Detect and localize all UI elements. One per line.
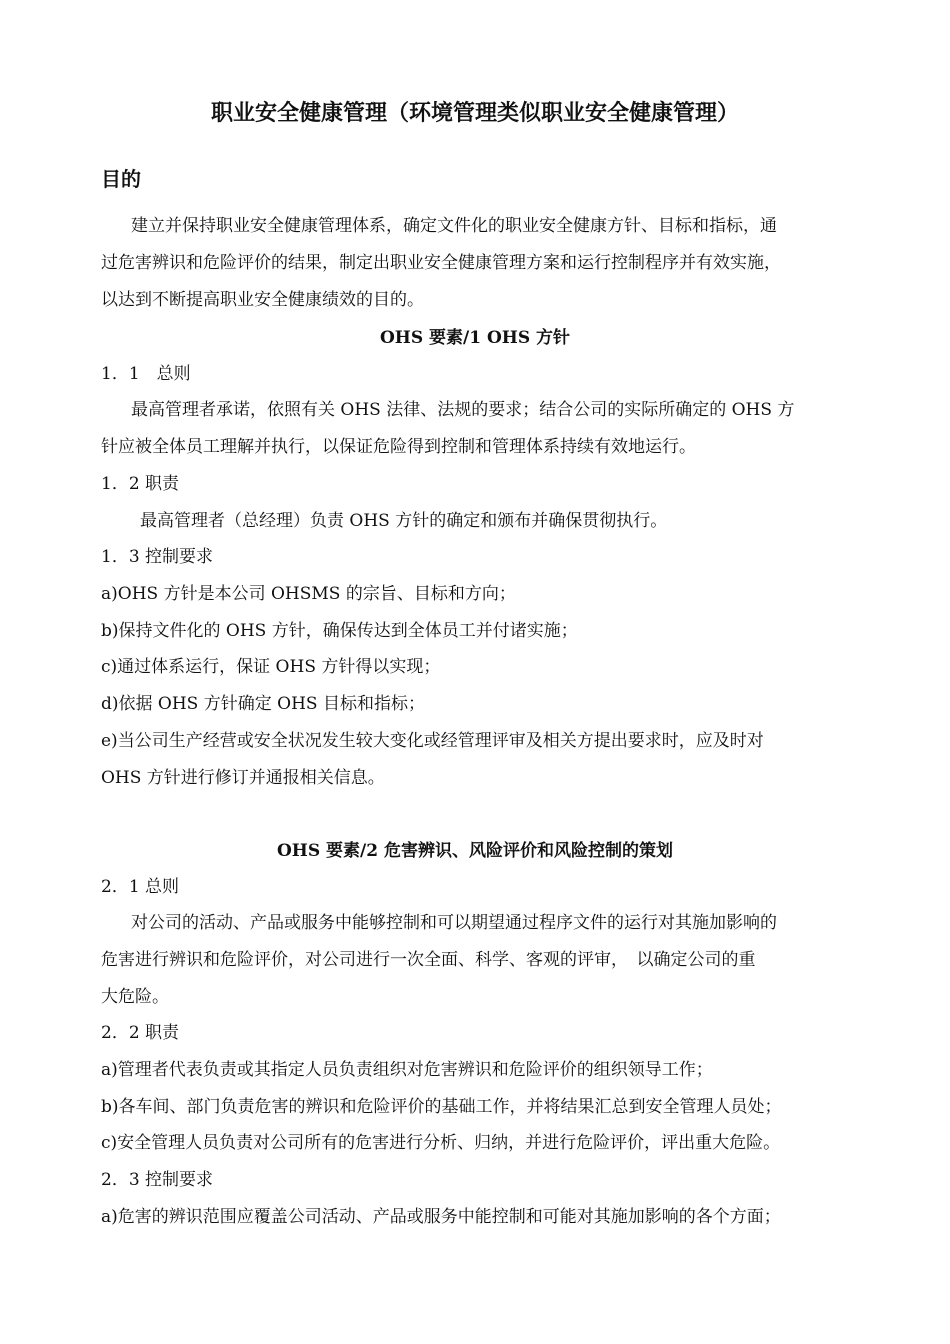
section-2-2-item-b: b)各车间、部门负责危害的辨识和危险评价的基础工作，并将结果汇总到安全管理人员处；: [101, 1097, 782, 1117]
section-1-3-item-c: c)通过体系运行，保证 OHS 方针得以实现；: [101, 657, 441, 677]
section-1-3-title: 1．3 控制要求: [101, 547, 214, 567]
document-title: 职业安全健康管理（环境管理类似职业安全健康管理）: [210, 101, 739, 126]
section-1-1-title: 1．1 总则: [101, 364, 191, 384]
section-2-1-line-2: 危害进行辨识和危险评价，对公司进行一次全面、科学、客观的评审， 以确定公司的重: [101, 950, 756, 970]
section-1-2-title: 1．2 职责: [101, 474, 180, 494]
section-1-2-line: 最高管理者（总经理）负责 OHS 方针的确定和颁布并确保贯彻执行。: [140, 511, 668, 531]
element2-heading: OHS 要素/2 危害辨识、风险评价和风险控制的策划: [276, 841, 674, 861]
section-2-3-item-a: a)危害的辨识范围应覆盖公司活动、产品或服务中能控制和可能对其施加影响的各个方面；: [101, 1207, 781, 1227]
purpose-line-2: 过危害辨识和危险评价的结果，制定出职业安全健康管理方案和运行控制程序并有效实施，: [101, 253, 781, 273]
section-2-1-title: 2．1 总则: [101, 877, 180, 897]
section-2-2-title: 2．2 职责: [101, 1023, 180, 1043]
section-2-1-line-1: 对公司的活动、产品或服务中能够控制和可以期望通过程序文件的运行对其施加影响的: [131, 913, 777, 933]
section-2-3-title: 2．3 控制要求: [101, 1170, 214, 1190]
section-1-3-item-e-cont: OHS 方针进行修订并通报相关信息。: [101, 768, 385, 788]
section-2-2-item-c: c)安全管理人员负责对公司所有的危害进行分析、归纳，并进行危险评价，评出重大危险。: [101, 1133, 781, 1153]
purpose-line-1: 建立并保持职业安全健康管理体系，确定文件化的职业安全健康方针、目标和指标，通: [131, 216, 777, 236]
section-1-3-item-e: e)当公司生产经营或安全状况发生较大变化或经管理评审及相关方提出要求时，应及时对: [101, 731, 764, 751]
element1-heading: OHS 要素/1 OHS 方针: [379, 328, 571, 348]
section-2-1-line-3: 大危险。: [101, 987, 169, 1007]
section-1-3-item-a: a)OHS 方针是本公司 OHSMS 的宗旨、目标和方向；: [101, 584, 516, 604]
section-2-2-item-a: a)管理者代表负责或其指定人员负责组织对危害辨识和危险评价的组织领导工作；: [101, 1060, 713, 1080]
section-1-3-item-b: b)保持文件化的 OHS 方针，确保传达到全体员工并付诸实施；: [101, 621, 578, 641]
section-1-3-item-d: d)依据 OHS 方针确定 OHS 目标和指标；: [101, 694, 425, 714]
section-heading-purpose: 目的: [101, 167, 141, 191]
section-1-1-line-1: 最高管理者承诺，依照有关 OHS 法律、法规的要求；结合公司的实际所确定的 OHS 方: [131, 400, 795, 420]
section-1-1-line-2: 针应被全体员工理解并执行，以保证危险得到控制和管理体系持续有效地运行。: [101, 437, 696, 457]
purpose-line-3: 以达到不断提高职业安全健康绩效的目的。: [101, 290, 424, 310]
